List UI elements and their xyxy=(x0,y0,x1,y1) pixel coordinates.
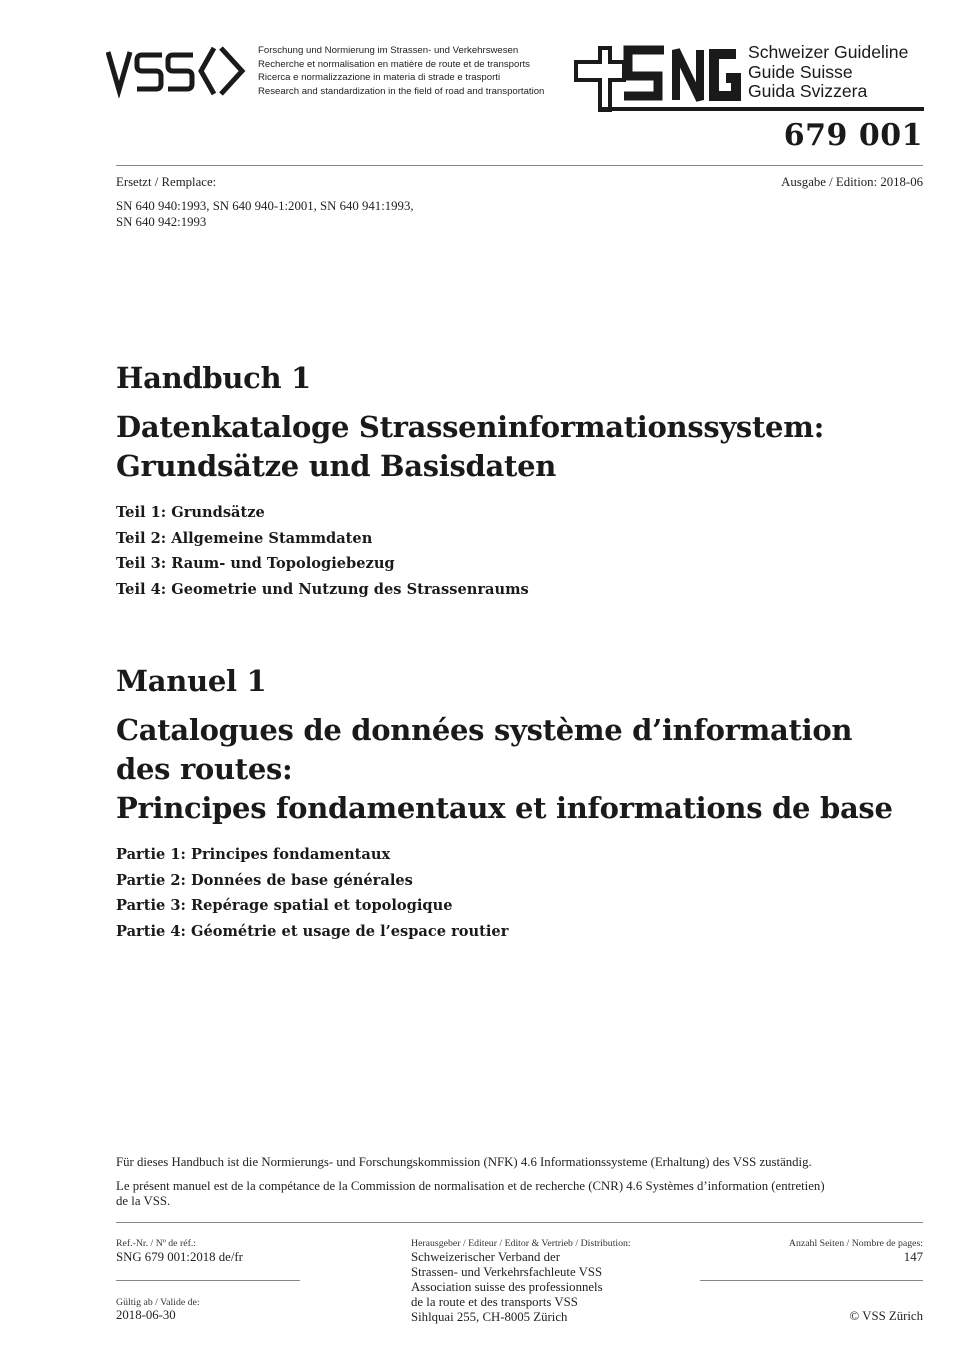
header-divider xyxy=(116,165,923,166)
part-item: Partie 4: Géométrie et usage de l’espace routier xyxy=(116,923,509,941)
replaces-label: Ersetzt / Remplace: xyxy=(116,175,217,189)
title-line: Principes fondamentaux et informations de base xyxy=(116,791,893,825)
sng-text-it: Guida Svizzera xyxy=(748,81,868,101)
replaces-list xyxy=(116,199,476,230)
document-number: 679 001 xyxy=(783,118,923,153)
sng-text-fr: Guide Suisse xyxy=(748,61,853,82)
vss-logo xyxy=(106,44,250,98)
ref-number-value: SNG 679 001:2018 de/fr xyxy=(116,1250,243,1264)
responsibility-de: Für dieses Handbuch ist die Normierungs- und Forschungskommission (NFK) 4.6 Informationssysteme (Erhaltung) des VSS zuständig. xyxy=(116,1155,812,1169)
page-count-label: Anzahl Seiten / Nombre de pages: xyxy=(788,1238,923,1249)
tagline-fr: Recherche et normalisation en matière de route et de transports xyxy=(258,58,530,70)
publisher-line: Association suisse des professionnels xyxy=(411,1280,603,1294)
title-line: Grundsätze und Basisdaten xyxy=(116,449,557,483)
page-count-value: 147 xyxy=(903,1250,923,1264)
pages-divider xyxy=(700,1280,923,1281)
part-item: Teil 4: Geometrie und Nutzung des Strassenraums xyxy=(116,581,529,599)
responsibility-line: de la VSS. xyxy=(116,1194,171,1208)
part-item: Partie 3: Repérage spatial et topologique xyxy=(116,897,453,915)
valid-from-value: 2018-06-30 xyxy=(116,1308,176,1322)
parts-list-fr xyxy=(116,842,508,945)
handbook-title-de: Handbuch 1 xyxy=(116,361,311,395)
ref-number-label: Ref.-Nr. / Nº de réf.: xyxy=(116,1238,197,1249)
publisher-line: Strassen- und Verkehrsfachleute VSS xyxy=(411,1265,603,1279)
main-title-fr xyxy=(116,711,893,828)
copyright: © VSS Zürich xyxy=(849,1309,923,1323)
replaces-line: SN 640 942:1993 xyxy=(116,214,207,229)
part-item: Partie 1: Principes fondamentaux xyxy=(116,846,391,863)
title-line: Catalogues de données système d’information xyxy=(116,713,853,747)
valid-from-label: Gültig ab / Valide de: xyxy=(116,1297,200,1308)
part-item: Teil 3: Raum- und Topologiebezug xyxy=(116,555,395,573)
publisher-line: Sihlquai 255, CH-8005 Zürich xyxy=(411,1310,568,1324)
responsibility-line: Le présent manuel est de la compétance de la Commission de normalisation et de recherche (CNR) 4.6 Systèmes d’information (entretien) xyxy=(116,1179,825,1193)
publisher-line: de la route et des transports VSS xyxy=(411,1295,578,1309)
replaces-line: SN 640 940:1993, SN 640 940-1:2001, SN 640 941:1993, xyxy=(116,199,414,213)
ref-divider xyxy=(116,1280,300,1281)
part-item: Teil 1: Grundsätze xyxy=(116,504,265,521)
publisher-address xyxy=(411,1250,603,1325)
title-line: Datenkataloge Strasseninformationssystem: xyxy=(116,410,824,444)
edition-label: Ausgabe / Edition: 2018-06 xyxy=(781,175,923,189)
vss-tagline xyxy=(258,44,544,98)
part-item: Partie 2: Données de base générales xyxy=(116,871,413,889)
title-line: des routes: xyxy=(116,752,293,786)
responsibility-fr xyxy=(116,1179,916,1209)
parts-list-de xyxy=(116,500,529,603)
sng-guideline-text xyxy=(748,43,908,102)
publisher-line: Schweizerischer Verband der xyxy=(411,1250,560,1264)
tagline-it: Ricerca e normalizzazione in materia di strade e trasporti xyxy=(258,72,501,84)
tagline-en: Research and standardization in the field of road and transportation xyxy=(258,85,545,97)
handbook-title-fr: Manuel 1 xyxy=(116,664,267,698)
footer-divider xyxy=(116,1222,923,1223)
tagline-de: Forschung und Normierung im Strassen- und Verkehrswesen xyxy=(258,45,519,56)
publisher-label: Herausgeber / Editeur / Editor & Vertrieb / Distribution: xyxy=(411,1238,631,1249)
sng-text-de: Schweizer Guideline xyxy=(748,42,909,62)
main-title-de xyxy=(116,408,824,486)
part-item: Teil 2: Allgemeine Stammdaten xyxy=(116,529,373,547)
